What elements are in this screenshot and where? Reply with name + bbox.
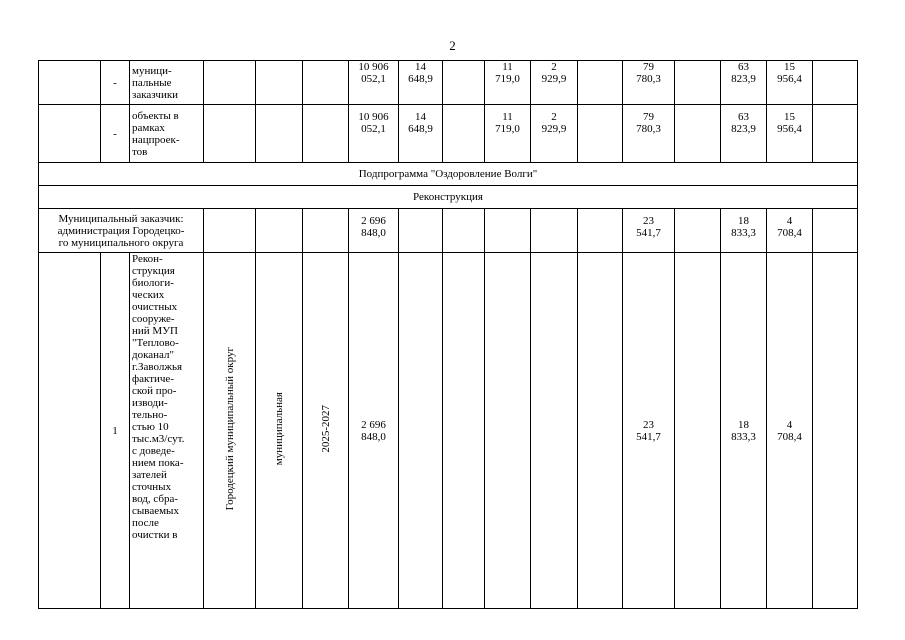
cell-empty [675,105,721,163]
cell-empty [485,209,531,253]
cell-empty [813,209,858,253]
total-value: 2 696 848,0 [349,253,399,609]
value-cell: 18 833,3 [721,253,767,609]
value-cell: 23 541,7 [623,209,675,253]
cell-empty [675,61,721,105]
cell-empty [303,61,349,105]
cell-empty [443,253,485,609]
cell-empty [39,61,101,105]
cell-empty [578,209,623,253]
cell-empty [443,209,485,253]
object-ownership: муниципальная [273,392,285,466]
cell-empty [675,253,721,609]
cell-empty [578,253,623,609]
value-cell: 14 648,9 [399,61,443,105]
dash-cell: - [101,61,130,105]
total-value: 10 906 052,1 [349,105,399,163]
cell-empty [443,105,485,163]
cell-empty [256,209,303,253]
cell-empty [204,105,256,163]
cell-empty [303,209,349,253]
cell-empty [578,61,623,105]
location-cell [204,253,256,609]
cell-empty [399,253,443,609]
cell-empty [256,105,303,163]
object-location: Городецкий муниципальный округ [223,347,236,511]
value-cell: 18 833,3 [721,209,767,253]
value-cell: 14 648,9 [399,105,443,163]
budget-table [38,60,858,609]
cell-empty [675,209,721,253]
value-cell: 2 929,9 [531,105,578,163]
cell-empty [813,253,858,609]
section-title: Реконструкция [39,186,858,209]
object-name: Рекон- струкция биологи- ческих очистных сооруже- ний МУП "Теплово- доканал" г.Заволжья фактиче- ской про- изводи- тельно- стью 10 тыс.м3/сут. с доведе- нием пока- зателей сточных вод, сбра- сываемых после очистки в [130,253,204,609]
value-cell: 79 780,3 [623,105,675,163]
row-name: муници- пальные заказчики [130,61,204,105]
value-cell: 4 708,4 [767,253,813,609]
cell-empty [204,209,256,253]
period-cell [303,253,349,609]
value-cell: 2 929,9 [531,61,578,105]
cell-empty [813,61,858,105]
cell-empty [204,61,256,105]
value-cell: 63 823,9 [721,61,767,105]
value-cell: 79 780,3 [623,61,675,105]
total-value: 10 906 052,1 [349,61,399,105]
ownership-cell [256,253,303,609]
subprogram-title: Подпрограмма "Оздоровление Волги" [39,163,858,186]
page-number: 2 [449,38,456,53]
value-cell: 4 708,4 [767,209,813,253]
value-cell: 15 956,4 [767,105,813,163]
value-cell: 11 719,0 [485,61,531,105]
value-cell: 23 541,7 [623,253,675,609]
cell-empty [485,253,531,609]
cell-empty [39,253,101,609]
cell-empty [531,209,578,253]
total-value: 2 696 848,0 [349,209,399,253]
customer-label: Муниципальный заказчик: администрация Городецко- го муниципального округа [39,209,204,253]
value-cell: 11 719,0 [485,105,531,163]
cell-empty [39,105,101,163]
cell-empty [578,105,623,163]
table-row [39,61,858,105]
cell-empty [531,253,578,609]
object-number: 1 [101,253,130,609]
customer-row [39,209,858,253]
cell-empty [303,105,349,163]
section-row [39,186,858,209]
cell-empty [256,61,303,105]
value-cell: 63 823,9 [721,105,767,163]
subprogram-row [39,163,858,186]
cell-empty [399,209,443,253]
cell-empty [443,61,485,105]
dash-cell: - [101,105,130,163]
cell-empty [813,105,858,163]
object-period: 2025-2027 [319,405,332,453]
row-name: объекты в рамках нацпроек- тов [130,105,204,163]
table-row [39,105,858,163]
object-row [39,253,858,609]
value-cell: 15 956,4 [767,61,813,105]
